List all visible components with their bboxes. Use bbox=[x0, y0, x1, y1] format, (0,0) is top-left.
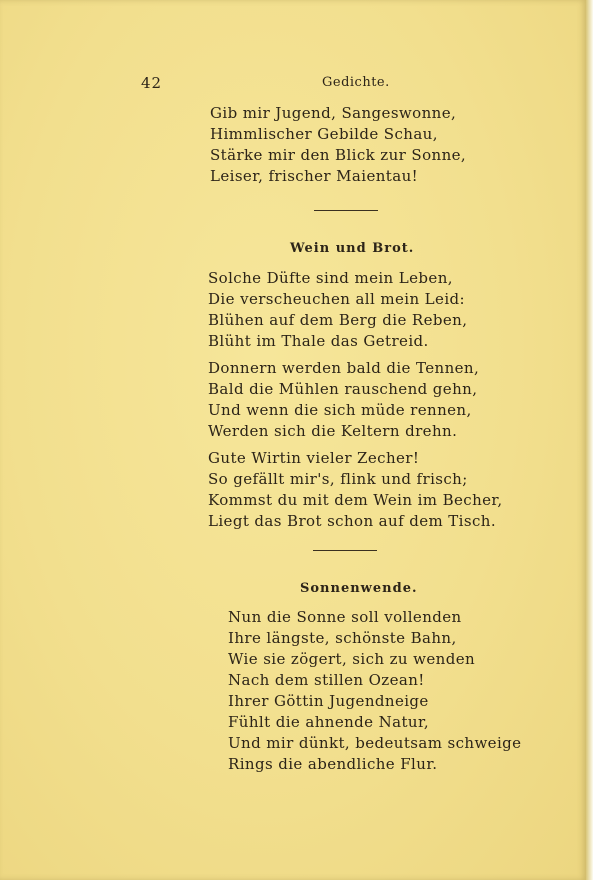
verse-line: Ihre längste, schönste Bahn, bbox=[228, 629, 457, 647]
verse-line: Werden sich die Keltern drehn. bbox=[208, 422, 458, 440]
poem-fragment-stanza bbox=[210, 103, 466, 187]
section-divider bbox=[314, 210, 378, 211]
verse-line: Solche Düfte sind mein Leben, bbox=[208, 269, 453, 287]
verse-line: Rings die abendliche Flur. bbox=[228, 755, 438, 773]
verse-line: Kommst du mit dem Wein im Becher, bbox=[208, 491, 503, 509]
verse-line: Donnern werden bald die Tennen, bbox=[208, 359, 480, 377]
verse-line: Wie sie zögert, sich zu wenden bbox=[228, 650, 476, 668]
verse-line: Stärke mir den Blick zur Sonne, bbox=[210, 146, 467, 164]
running-head: Gedichte. bbox=[322, 75, 390, 90]
verse-line: Ihrer Göttin Jugendneige bbox=[228, 692, 429, 710]
page-edge bbox=[586, 0, 593, 880]
verse-line: Blüht im Thale das Getreid. bbox=[208, 332, 429, 350]
verse-line: Himmlischer Gebilde Schau, bbox=[210, 125, 438, 143]
poem-title: Sonnenwende. bbox=[300, 581, 418, 596]
poem-stanza bbox=[208, 448, 503, 532]
verse-line: Nach dem stillen Ozean! bbox=[228, 671, 425, 689]
verse-line: Blühen auf dem Berg die Reben, bbox=[208, 311, 468, 329]
verse-line: So gefällt mir's, flink und frisch; bbox=[208, 470, 468, 488]
verse-line: Und mir dünkt, bedeutsam schweige bbox=[228, 734, 522, 752]
verse-line: Die verscheuchen all mein Leid: bbox=[208, 290, 465, 308]
page-header bbox=[0, 74, 586, 94]
section-divider bbox=[313, 550, 377, 551]
verse-line: Nun die Sonne soll vollenden bbox=[228, 608, 462, 626]
page-number: 42 bbox=[141, 74, 163, 92]
poem-stanza bbox=[228, 607, 521, 775]
poem-title: Wein und Brot. bbox=[290, 241, 415, 256]
verse-line: Liegt das Brot schon auf dem Tisch. bbox=[208, 512, 497, 530]
verse-line: Fühlt die ahnende Natur, bbox=[228, 713, 430, 731]
verse-line: Leiser, frischer Maientau! bbox=[210, 167, 419, 185]
verse-line: Gute Wirtin vieler Zecher! bbox=[208, 449, 420, 467]
poem-stanza bbox=[208, 358, 479, 442]
verse-line: Und wenn die sich müde rennen, bbox=[208, 401, 472, 419]
poem-stanza bbox=[208, 268, 467, 352]
verse-line: Bald die Mühlen rauschend gehn, bbox=[208, 380, 478, 398]
verse-line: Gib mir Jugend, Sangeswonne, bbox=[210, 104, 457, 122]
